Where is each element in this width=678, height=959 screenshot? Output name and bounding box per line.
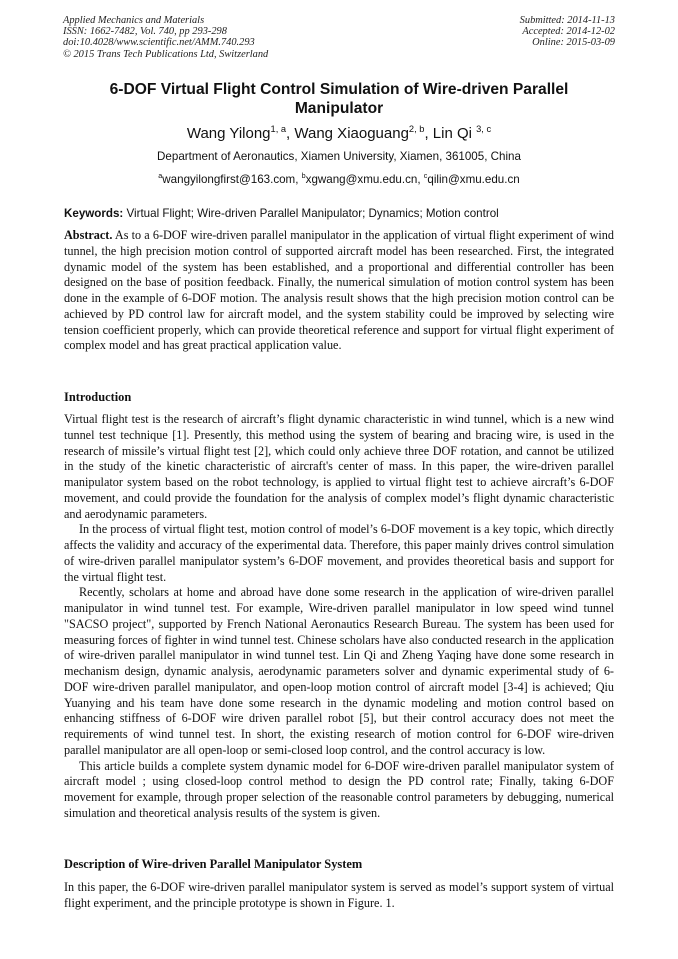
abstract-text: As to a 6-DOF wire-driven parallel manipulator in the application of virtual flight experiment of wind tunnel, the high precision motion control of supported aircraft model has been researched. First, the integrated dynamic model of the system has been established, and a proportional and differential controller has been designed on the base of position feedback. Finally, the numerical simulation of motion control system has been done in the example of 6-DOF motion. The analysis result shows that the high precision motion control can be achieved by PD control law for aircraft model, and the system stability could be improved by selecting wire tension coefficient properly, which can provide theoretical reference and support for virtual flight experiment of complex model and has great practical application value. xyxy=(64,228,614,353)
dates-header xyxy=(415,15,615,49)
author-1-affil: 1, a xyxy=(270,124,287,134)
affiliation: Department of Aeronautics, Xiamen University, Xiamen, 361005, China xyxy=(157,150,521,163)
email-c-marker: c xyxy=(423,171,428,181)
email-b-marker: b xyxy=(301,171,306,181)
introduction-heading: Introduction xyxy=(64,390,132,404)
email-c[interactable]: qilin@xmu.edu.cn xyxy=(427,173,520,186)
journal-copyright: © 2015 Trans Tech Publications Ltd, Switzerland xyxy=(63,48,269,60)
author-1: Wang Yilong xyxy=(186,125,271,142)
keywords xyxy=(64,207,614,221)
online-date: Online: 2015-03-09 xyxy=(532,37,615,49)
email-a[interactable]: wangyilongfirst@163.com, xyxy=(162,173,302,186)
keywords-label: Keywords: xyxy=(64,207,124,220)
journal-doi[interactable]: doi:10.4028/www.scientific.net/AMM.740.293 xyxy=(63,37,255,49)
abstract xyxy=(64,228,614,354)
description-paragraph: In this paper, the 6-DOF wire-driven parallel manipulator system is served as model’s support system of virtual flight experiment, and the principle prototype is shown in Figure. 1. xyxy=(64,880,614,910)
abstract-label: Abstract. xyxy=(64,228,113,242)
intro-paragraph-3: Recently, scholars at home and abroad have done some research in the application of wire-driven parallel manipulator in wind tunnel test. For example, Wire-driven parallel manipulator in low speed wind tunnel "SACSO project", supported by French National Aeronautics Research Bureau. The system has been used for measuring forces of fighter in wind tunnel test. Chinese scholars have also conducted research in the application of wire-driven parallel manipulator in wind tunnel test. Lin Qi and Zheng Yaqing have done some research in mechanism design, dynamic analysis, aerodynamic parameters solver and dynamic experimental study of 6-DOF wire-driven parallel manipulator, and open-loop motion control of aircraft model [3-4] is achieved; Qiu Yuanying and his team have done some research in the dynamic modeling and motion control based on enhancing stiffness of 6-DOF wire driven parallel robot [5], but their control accuracy does not meet the requirements of wind tunnel test. In short, the existing research of motion control for 6-DOF wire-driven parallel manipulator are all open-loop or semi-closed loop control, and the control accuracy is low. xyxy=(64,585,614,757)
author-separator: , xyxy=(424,125,433,142)
intro-paragraph-2: In the process of virtual flight test, motion control of model’s 6-DOF movement is a key topic, which directly affects the validity and accuracy of the experimental data. Therefore, this paper mainly drives control simulation of wire-driven parallel manipulator system’s 6-DOF movement, and provides theoretical basis and support for the virtual flight test. xyxy=(64,522,614,584)
submitted-date: Submitted: 2014-11-13 xyxy=(519,15,615,26)
author-separator: , xyxy=(286,125,295,142)
keywords-text: Virtual Flight; Wire-driven Parallel Manipulator; Dynamics; Motion control xyxy=(123,207,499,220)
author-emails xyxy=(60,173,618,187)
author-3: Lin Qi xyxy=(432,125,472,142)
journal-header xyxy=(63,15,403,60)
email-a-marker: a xyxy=(158,171,163,181)
email-b[interactable]: xgwang@xmu.edu.cn, xyxy=(305,173,424,186)
introduction-body xyxy=(64,412,614,822)
intro-paragraph-1: Virtual flight test is the research of aircraft’s flight dynamic characteristic in wind tunnel, which is a new wind tunnel test technique [1]. Presently, this method using the system of bearing and bracing wire, is used in the research of missile’s virtual flight test [2], which could only achieve three DOF rotation, and cannot be utilized in the study of the kinetic characteristic of aircraft's center of mass. In this paper, the wire-driven parallel manipulator system based on the robot technology, is applied to virtual flight test to achieve aircraft’s 6-DOF movement, and could provide the foundation for the analysis of complex model’s flight dynamic characteristic and aerodynamic parameters. xyxy=(64,412,614,521)
paper-title: 6-DOF Virtual Flight Control Simulation of Wire-driven Parallel Manipulator xyxy=(109,81,569,117)
intro-paragraph-4: This article builds a complete system dynamic model for 6-DOF wire-driven parallel manipulator system of aircraft model ; using closed-loop control method to design the PD control rate; Finally, taking 6-DOF movement for example, through proper selection of the reasonable control parameters by debugging, numerical simulation and theoretical analysis results of the system is given. xyxy=(64,758,614,820)
journal-issn: ISSN: 1662-7482, Vol. 740, pp 293-298 xyxy=(63,26,227,38)
accepted-date: Accepted: 2014-12-02 xyxy=(522,26,615,38)
author-list xyxy=(60,125,618,143)
author-2-affil: 2, b xyxy=(408,124,425,134)
description-heading: Description of Wire-driven Parallel Manipulator System xyxy=(64,857,363,871)
author-2: Wang Xiaoguang xyxy=(294,125,409,142)
author-3-affil: 3, c xyxy=(476,124,492,134)
journal-name: Applied Mechanics and Materials xyxy=(63,15,205,26)
